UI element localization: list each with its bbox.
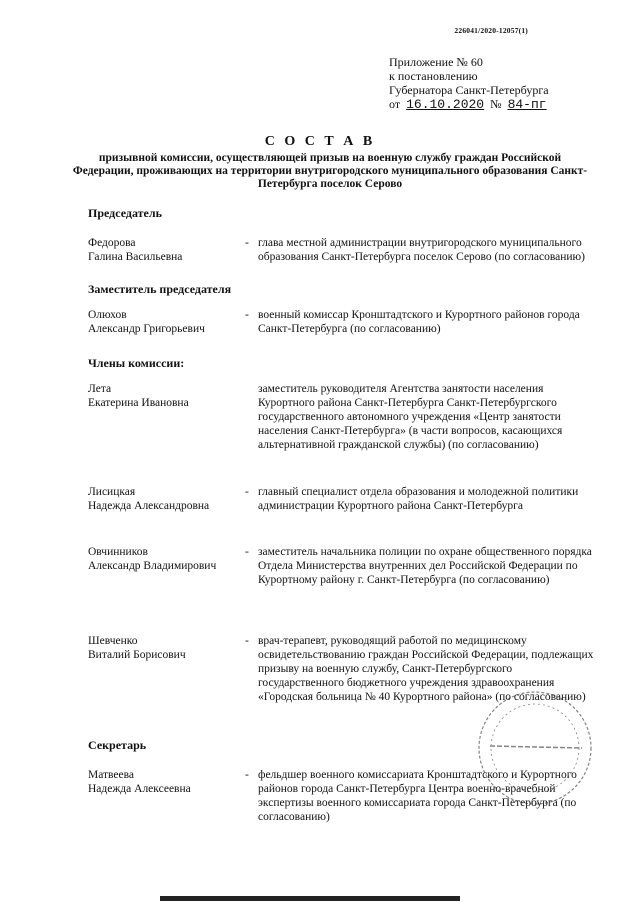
member-dash: -: [245, 546, 249, 558]
document-title: С О С Т А В: [264, 134, 376, 149]
member-role: военный комиссар Кронштадтского и Курортного районов города Санкт-Петербурга (по согласованию): [258, 309, 580, 335]
appendix-header: [389, 55, 550, 112]
document-subtitle: призывной комиссии, осуществляющей призыв на военную службу граждан Российской Федерации, проживающих на территории внутригородского муниципального образования Санкт-Петербурга поселок Серово: [72, 152, 588, 190]
member-name: Шевченко Виталий Борисович: [88, 635, 186, 661]
member-name: Лисицкая Надежда Александровна: [88, 486, 210, 512]
appendix-number: 84-пг: [507, 97, 547, 112]
member-dash: -: [245, 769, 249, 781]
section-members: Члены комиссии:: [88, 356, 185, 370]
member-role: главный специалист отдела образования и молодежной политики администрации Курортного района Санкт-Петербурга: [258, 486, 579, 512]
member-role: заместитель руководителя Агентства занятости населения Курортного района Санкт-Петербурга Санкт-Петербургского государственного автономного учреждения «Центр занятости населения Санкт-Петербурга» (в части вопросов, касающихся альтернативной гражданской службы) (по согласованию): [258, 383, 563, 451]
official-stamp: [470, 688, 600, 808]
member-role: глава местной администрации внутригородского муниципального образования Санкт-Петербурга поселок Серово (по согласованию): [258, 237, 585, 263]
member-dash: -: [245, 309, 249, 321]
member-dash: -: [245, 237, 249, 249]
member-name: Федорова Галина Васильевна: [88, 237, 183, 263]
member-name: Лета Екатерина Ивановна: [88, 383, 189, 409]
section-deputy: Заместитель председателя: [88, 282, 232, 296]
section-secretary: Секретарь: [88, 738, 147, 752]
appendix-date-prefix: от: [389, 97, 401, 111]
appendix-line-1: Приложение № 60: [389, 55, 483, 69]
member-name: Олюхов Александр Григорьевич: [88, 309, 205, 335]
member-role: фельдшер военного комиссариата Кронштадтского и Курортного районов города Санкт-Петербурга Центра военно-врачебной экспертизы военного комиссариата города Санкт-Петербурга (по согласованию): [258, 769, 577, 823]
appendix-date-row: [389, 97, 550, 112]
appendix-line-3: Губернатора Санкт-Петербурга: [389, 83, 549, 97]
appendix-number-sign: №: [490, 97, 502, 111]
member-role: врач-терапевт, руководящий работой по медицинскому освидетельствованию граждан Российской Федерации, подлежащих призыву на военную службу, Санкт-Петербургского государственного бюджетного учреждения здравоохранения «Городская больница № 40 Курортного района» (по согласованию): [258, 635, 594, 703]
member-dash: -: [245, 635, 249, 647]
member-dash: -: [245, 486, 249, 498]
member-name: Овчинников Александр Владимирович: [88, 546, 217, 572]
appendix-line-2: к постановлению: [389, 69, 478, 83]
section-chairman: Председатель: [88, 206, 162, 220]
member-name: Матвеева Надежда Алексеевна: [88, 769, 191, 795]
document-number: 226041/2020-12057(1): [454, 26, 528, 35]
member-role: заместитель начальника полиции по охране общественного порядка Отдела Министерства внутренних дел Российской Федерации по Курортному району г. Санкт-Петербурга (по согласованию): [258, 546, 592, 586]
appendix-date: 16.10.2020: [406, 97, 485, 112]
page-bottom-mark: [160, 896, 460, 901]
